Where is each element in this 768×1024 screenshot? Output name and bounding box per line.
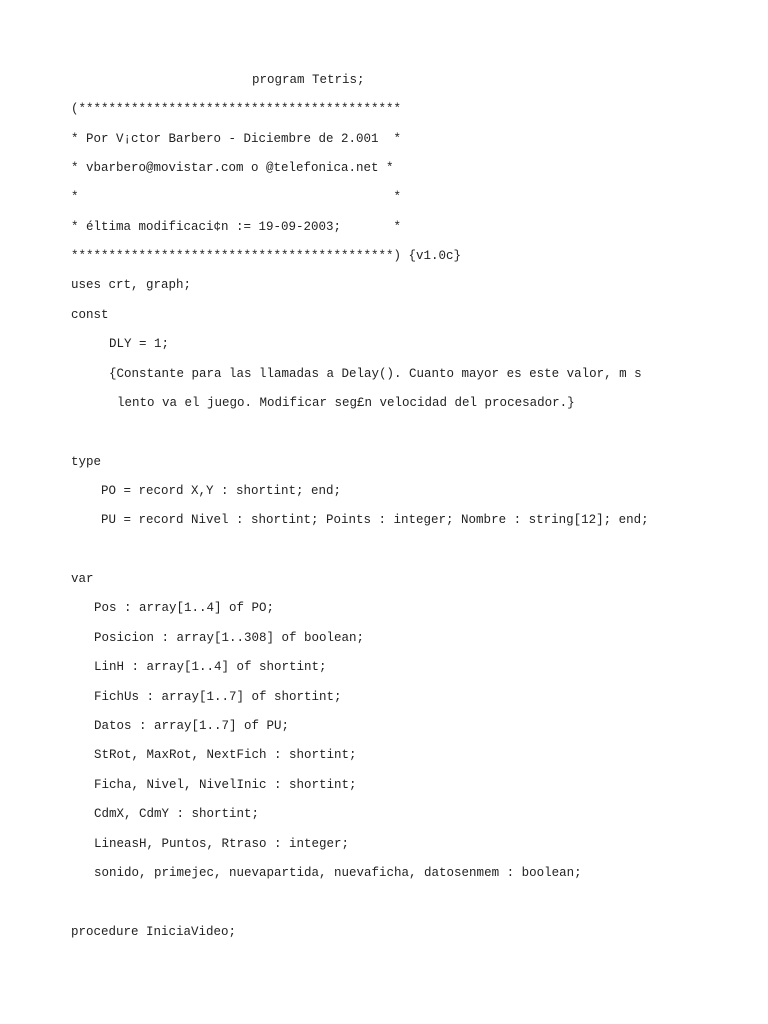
- var-keyword: var: [71, 572, 94, 586]
- var-fichus: FichUs : array[1..7] of shortint;: [94, 690, 342, 704]
- type-po: PO = record X,Y : shortint; end;: [101, 484, 342, 498]
- var-lineash: LineasH, Puntos, Rtraso : integer;: [94, 837, 350, 851]
- var-linh: LinH : array[1..4] of shortint;: [94, 660, 327, 674]
- comment-header-bottom: *******************************************) {v1.0c}: [71, 249, 462, 263]
- var-flags: sonido, primejec, nuevapartida, nuevaficha, datosenmem : boolean;: [94, 866, 582, 880]
- comment-blank: * *: [71, 190, 402, 204]
- var-strot: StRot, MaxRot, NextFich : shortint;: [94, 748, 357, 762]
- var-pos: Pos : array[1..4] of PO;: [94, 601, 275, 615]
- procedure-iniciavideo: procedure IniciaVideo;: [71, 925, 237, 939]
- const-comment-line-1: {Constante para las llamadas a Delay(). Cuanto mayor es este valor, m s: [109, 367, 642, 381]
- var-datos: Datos : array[1..7] of PU;: [94, 719, 290, 733]
- comment-author: * Por V¡ctor Barbero - Diciembre de 2.001 *: [71, 132, 402, 146]
- var-ficha: Ficha, Nivel, NivelInic : shortint;: [94, 778, 357, 792]
- const-comment-line-2: lento va el juego. Modificar seg£n velocidad del procesador.}: [117, 396, 575, 410]
- uses-clause: uses crt, graph;: [71, 278, 192, 292]
- type-pu: PU = record Nivel : shortint; Points : integer; Nombre : string[12]; end;: [101, 513, 649, 527]
- program-declaration: program Tetris;: [252, 73, 365, 87]
- comment-header-top: (*******************************************: [71, 102, 402, 116]
- const-keyword: const: [71, 308, 109, 322]
- const-dly: DLY = 1;: [109, 337, 170, 351]
- type-keyword: type: [71, 455, 102, 469]
- var-posicion: Posicion : array[1..308] of boolean;: [94, 631, 365, 645]
- comment-email: * vbarbero@movistar.com o @telefonica.net *: [71, 161, 394, 175]
- comment-last-modified: * éltima modificaci¢n := 19-09-2003; *: [71, 220, 402, 234]
- var-cdm: CdmX, CdmY : shortint;: [94, 807, 260, 821]
